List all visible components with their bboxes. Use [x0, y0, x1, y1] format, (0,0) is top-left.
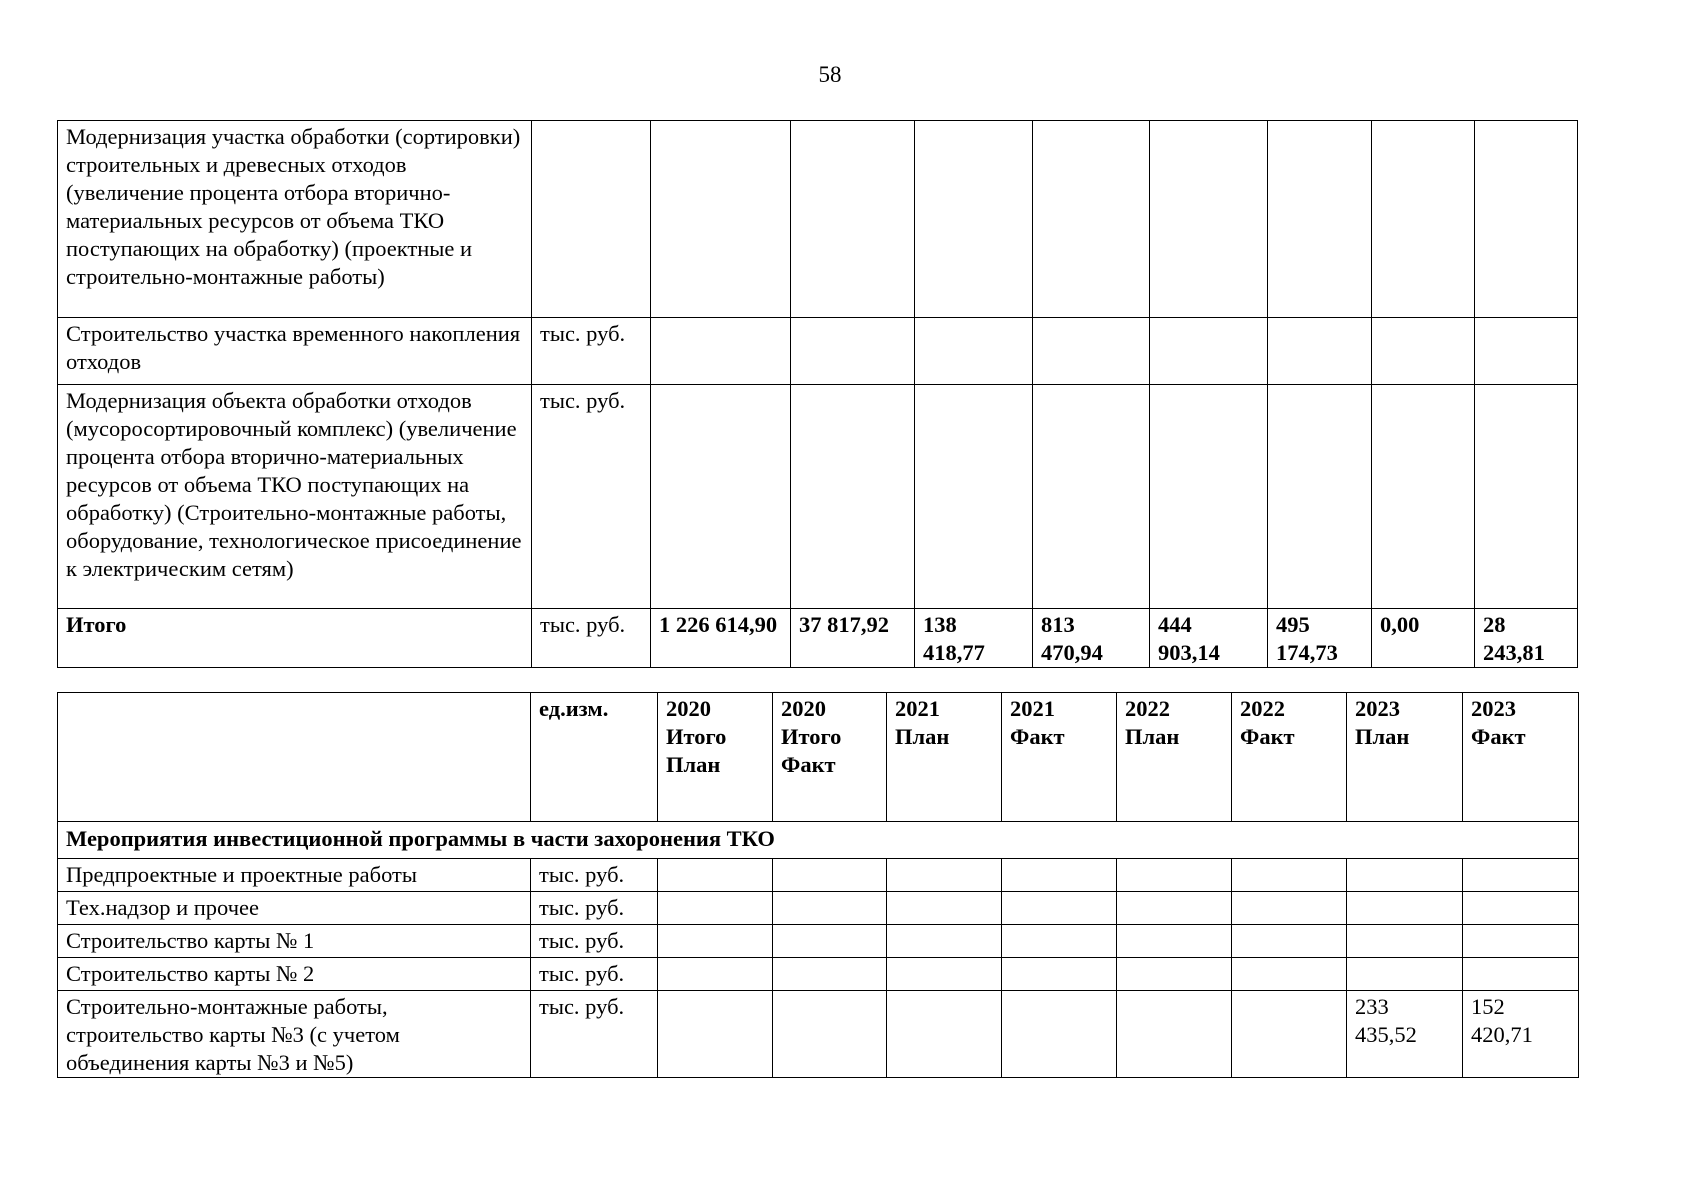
table-row	[58, 892, 1579, 925]
value-cell	[1232, 859, 1347, 892]
row-name: Модернизация участка обработки (сортировки) строительных и древесных отходов (увеличение процента отбора вторично-материальных ресурсов от объема ТКО поступающих на обработку) (проектные и строительно-монтажные работы)	[58, 121, 532, 318]
value-cell	[1002, 958, 1117, 991]
total-value: 444 903,14	[1150, 609, 1268, 668]
page-number: 58	[818, 62, 842, 87]
row-unit: тыс. руб.	[531, 859, 658, 892]
section-title: Мероприятия инвестиционной программы в части захоронения ТКО	[58, 822, 1579, 859]
value-cell	[1150, 318, 1268, 385]
value-cell	[651, 121, 791, 318]
value-cell	[915, 385, 1033, 609]
total-value: 495 174,73	[1268, 609, 1372, 668]
value-cell	[1033, 121, 1150, 318]
value-cell	[1150, 385, 1268, 609]
header-empty-cell	[58, 693, 531, 822]
value-cell	[658, 859, 773, 892]
value-cell	[1347, 892, 1463, 925]
row-name: Строительство участка временного накопления отходов	[58, 318, 532, 385]
value-cell	[1232, 958, 1347, 991]
column-header: 2021 План	[887, 693, 1002, 822]
investment-table-processing	[57, 120, 1578, 668]
value-cell: 152 420,71	[1463, 991, 1579, 1078]
value-cell	[1232, 991, 1347, 1078]
total-row	[58, 609, 1578, 668]
total-unit: тыс. руб.	[532, 609, 651, 668]
row-name: Строительство карты № 2	[58, 958, 531, 991]
row-unit: тыс. руб.	[531, 892, 658, 925]
value-cell	[1475, 385, 1578, 609]
total-value: 813 470,94	[1033, 609, 1150, 668]
column-header: 2023 Факт	[1463, 693, 1579, 822]
value-cell	[915, 121, 1033, 318]
total-value: 0,00	[1372, 609, 1475, 668]
value-cell	[773, 925, 887, 958]
value-cell	[773, 859, 887, 892]
value-cell	[1002, 892, 1117, 925]
table-row	[58, 925, 1579, 958]
column-header: 2020 Итого Факт	[773, 693, 887, 822]
value-cell	[887, 991, 1002, 1078]
row-unit: тыс. руб.	[531, 958, 658, 991]
value-cell	[1372, 318, 1475, 385]
header-row	[58, 693, 1579, 822]
value-cell	[1463, 859, 1579, 892]
value-cell	[1268, 385, 1372, 609]
value-cell	[1372, 121, 1475, 318]
value-cell	[1150, 121, 1268, 318]
value-cell	[1463, 892, 1579, 925]
row-name: Строительно-монтажные работы, строительство карты №3 (с учетом объединения карты №3 и №5)	[58, 991, 531, 1078]
table-row	[58, 991, 1579, 1078]
total-value: 28 243,81	[1475, 609, 1578, 668]
column-header: 2023 План	[1347, 693, 1463, 822]
value-cell	[791, 121, 915, 318]
row-name: Предпроектные и проектные работы	[58, 859, 531, 892]
total-value: 138 418,77	[915, 609, 1033, 668]
value-cell	[791, 385, 915, 609]
row-name: Строительство карты № 1	[58, 925, 531, 958]
unit-header: ед.изм.	[531, 693, 658, 822]
total-value: 37 817,92	[791, 609, 915, 668]
table-row	[58, 318, 1578, 385]
row-name: Модернизация объекта обработки отходов (мусоросортировочный комплекс) (увеличение процента отбора вторично-материальных ресурсов от объема ТКО поступающих на обработку) (Строительно-монтажные работы, оборудование, технологическое присоединение к электрическим сетям)	[58, 385, 532, 609]
value-cell	[1117, 892, 1232, 925]
value-cell	[658, 892, 773, 925]
value-cell: 233 435,52	[1347, 991, 1463, 1078]
row-unit: тыс. руб.	[531, 991, 658, 1078]
table-row	[58, 859, 1579, 892]
table-row	[58, 121, 1578, 318]
value-cell	[773, 892, 887, 925]
value-cell	[887, 925, 1002, 958]
section-row	[58, 822, 1579, 859]
value-cell	[658, 991, 773, 1078]
value-cell	[1002, 991, 1117, 1078]
value-cell	[1117, 925, 1232, 958]
value-cell	[1475, 318, 1578, 385]
value-cell	[1463, 925, 1579, 958]
value-cell	[1268, 318, 1372, 385]
value-cell	[1117, 991, 1232, 1078]
row-unit	[532, 121, 651, 318]
column-header: 2020 Итого План	[658, 693, 773, 822]
column-header: 2022 План	[1117, 693, 1232, 822]
value-cell	[658, 925, 773, 958]
value-cell	[651, 318, 791, 385]
row-unit: тыс. руб.	[532, 318, 651, 385]
value-cell	[887, 958, 1002, 991]
table-row	[58, 385, 1578, 609]
row-unit: тыс. руб.	[532, 385, 651, 609]
row-unit: тыс. руб.	[531, 925, 658, 958]
investment-table-landfill	[57, 692, 1579, 1078]
value-cell	[1033, 318, 1150, 385]
row-name: Тех.надзор и прочее	[58, 892, 531, 925]
value-cell	[1475, 121, 1578, 318]
value-cell	[773, 991, 887, 1078]
value-cell	[651, 385, 791, 609]
value-cell	[658, 958, 773, 991]
value-cell	[1463, 958, 1579, 991]
value-cell	[1372, 385, 1475, 609]
value-cell	[1117, 958, 1232, 991]
value-cell	[1117, 859, 1232, 892]
value-cell	[791, 318, 915, 385]
value-cell	[1268, 121, 1372, 318]
column-header: 2021 Факт	[1002, 693, 1117, 822]
column-header: 2022 Факт	[1232, 693, 1347, 822]
value-cell	[773, 958, 887, 991]
value-cell	[1232, 925, 1347, 958]
value-cell	[915, 318, 1033, 385]
value-cell	[1232, 892, 1347, 925]
value-cell	[887, 859, 1002, 892]
value-cell	[1347, 859, 1463, 892]
value-cell	[1002, 925, 1117, 958]
value-cell	[887, 892, 1002, 925]
value-cell	[1002, 859, 1117, 892]
value-cell	[1033, 385, 1150, 609]
table-row	[58, 958, 1579, 991]
total-label: Итого	[58, 609, 532, 668]
total-value: 1 226 614,90	[651, 609, 791, 668]
value-cell	[1347, 958, 1463, 991]
value-cell	[1347, 925, 1463, 958]
